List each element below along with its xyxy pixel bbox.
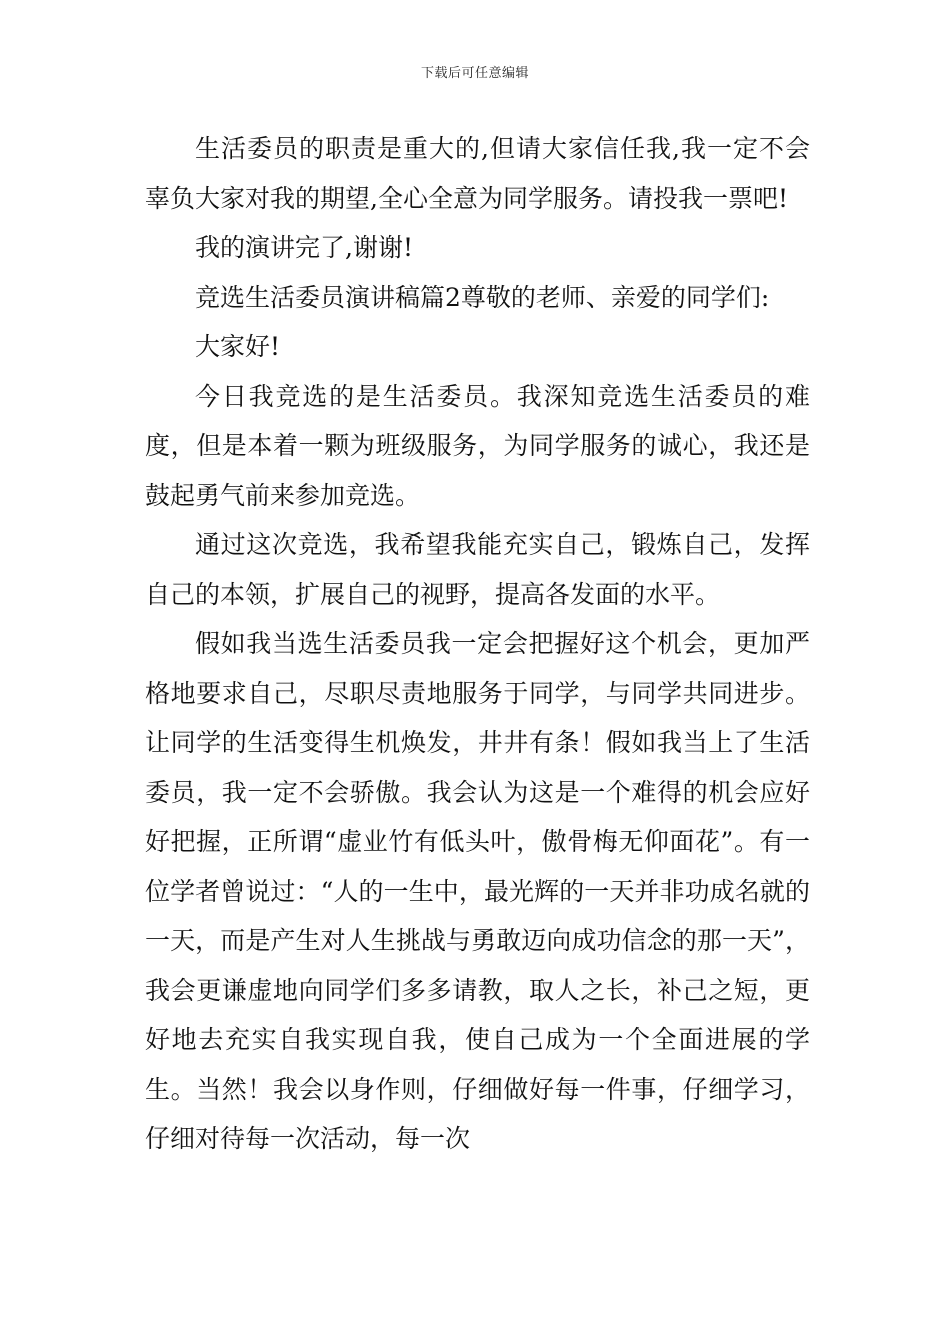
- page-header: 下载后可任意编辑: [420, 66, 529, 81]
- paragraph-3: 竞选生活委员演讲稿篇2尊敬的老师、亲爱的同学们:: [195, 282, 770, 312]
- document-body: [145, 124, 810, 1164]
- paragraph-2: 我的演讲完了,谢谢!: [195, 233, 413, 262]
- paragraph-7: 假如我当选生活委员我一定会把握好这个机会，更加严格地要求自己，尽职尽责地服务于同学，与同学共同进步。让同学的生活变得生机焕发，井井有条！假如我当上了生活委员，我一定不会骄傲。我会认为这是一个难得的机会应好好把握，正所谓“虚业竹有低头叶，傲骨梅无仰面花”。有一位学者曾说过：“人的一生中，最光辉的一天并非功成名就的一天，而是产生对人生挑战与勇敢迈向成功信念的那一天”，我会更谦虚地向同学们多多请教，取人之长，补己之短，更好地去充实自我实现自我，使自己成为一个全面进展的学生。当然！我会以身作则，仔细做好每一件事，仔细学习，仔细对待每一次活动，每一次: [145, 629, 810, 1153]
- paragraph-5: 今日我竞选的是生活委员。我深知竞选生活委员的难度，但是本着一颗为班级服务，为同学服务的诚心，我还是鼓起勇气前来参加竞选。: [145, 381, 810, 510]
- paragraph-4: 大家好!: [195, 332, 281, 361]
- paragraph-6: 通过这次竞选，我希望我能充实自己，锻炼自己，发挥自己的本领，扩展自己的视野，提高各发面的水平。: [145, 530, 810, 609]
- paragraph-1: 生活委员的职责是重大的,但请大家信任我,我一定不会辜负大家对我的期望,全心全意为同学服务。请投我一票吧!: [145, 134, 810, 213]
